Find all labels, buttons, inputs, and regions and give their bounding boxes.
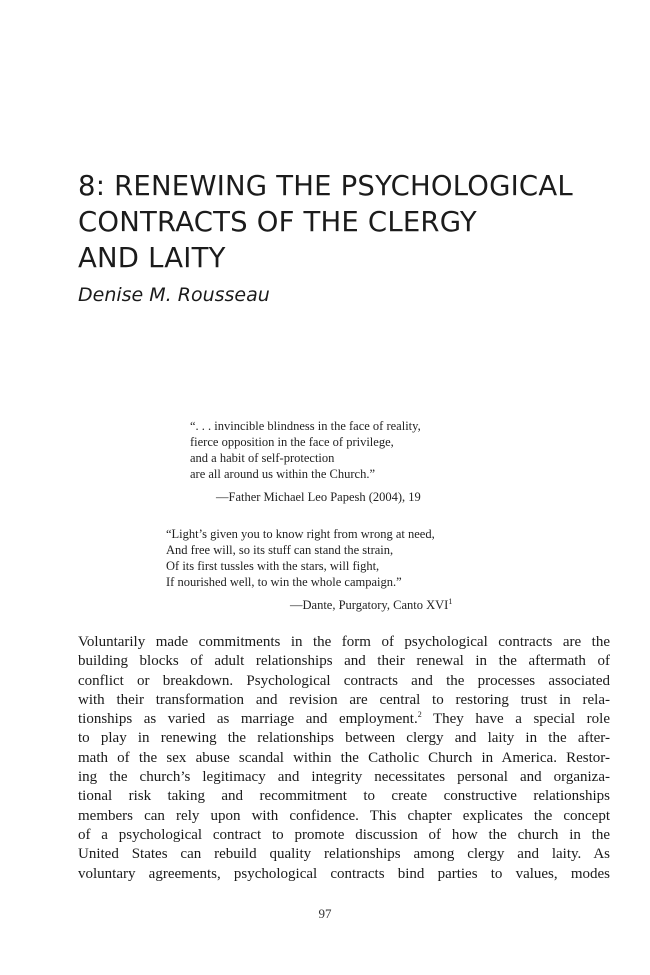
epigraph-line: “Light’s given you to know right from wrong at need,: [166, 527, 435, 541]
footnote-marker[interactable]: 2: [417, 710, 422, 720]
body-line: members can rely upon with confidence. This chapter explicates the concept: [78, 807, 610, 824]
epigraph-line: And free will, so its stuff can stand the strain,: [166, 543, 394, 557]
epigraph-attribution: [166, 597, 452, 613]
body-line: ing the church’s legitimacy and integrity necessitates personal and organiza-: [78, 769, 610, 786]
epigraph-line: “. . . invincible blindness in the face of reality,: [190, 419, 421, 433]
epigraph-attribution: [190, 489, 421, 505]
body-line: United States can rebuild quality relationships among clergy and laity. As: [78, 846, 610, 863]
epigraph-papesh: [190, 418, 421, 505]
chapter-title-line-2: CONTRACTS OF THE CLERGY: [78, 206, 477, 238]
epigraph-line: and a habit of self-protection: [190, 451, 335, 465]
footnote-marker[interactable]: 1: [448, 596, 453, 606]
epigraph-attribution-text: —Dante, Purgatory, Canto XVI: [290, 598, 449, 612]
epigraph-dante: [166, 526, 452, 613]
body-line: of a psychological contract to promote discussion of how the church in the: [78, 826, 610, 843]
body-line-text: tionships as varied as marriage and employment.: [78, 711, 418, 728]
body-line: conflict or breakdown. Psychological contracts and the processes associated: [78, 672, 610, 689]
body-line: math of the sex abuse scandal within the Catholic Church in America. Restor-: [78, 749, 610, 766]
epigraph-line: are all around us within the Church.”: [190, 467, 376, 481]
body-line: building blocks of adult relationships and their renewal in the aftermath of: [78, 653, 610, 670]
chapter-title: [78, 168, 618, 276]
epigraph-line: Of its first tussles with the stars, will fight,: [166, 559, 380, 573]
epigraph-line: fierce opposition in the face of privilege,: [190, 435, 394, 449]
epigraph-attribution-text: —Father Michael Leo Papesh (2004), 19: [216, 490, 421, 504]
body-paragraph: [78, 633, 610, 884]
body-line: voluntary agreements, psychological contracts bind parties to values, modes: [78, 865, 610, 882]
body-line: to play in renewing the relationships between clergy and laity in the after-: [78, 730, 610, 747]
chapter-title-line-3: AND LAITY: [78, 242, 226, 274]
chapter-author: Denise M. Rousseau: [78, 284, 270, 306]
body-line: with their transformation and revision are central to restoring trust in rela-: [78, 691, 610, 708]
body-line-text: They have a special role: [421, 711, 610, 728]
page-number: 97: [318, 906, 332, 921]
body-line: tional risk taking and recommitment to create constructive relationships: [78, 788, 610, 805]
body-line: Voluntarily made commitments in the form of psychological contracts are the: [78, 634, 610, 650]
body-line: [78, 710, 610, 729]
chapter-title-line-1: 8: RENEWING THE PSYCHOLOGICAL: [78, 170, 573, 202]
epigraph-line: If nourished well, to win the whole campaign.”: [166, 575, 402, 589]
